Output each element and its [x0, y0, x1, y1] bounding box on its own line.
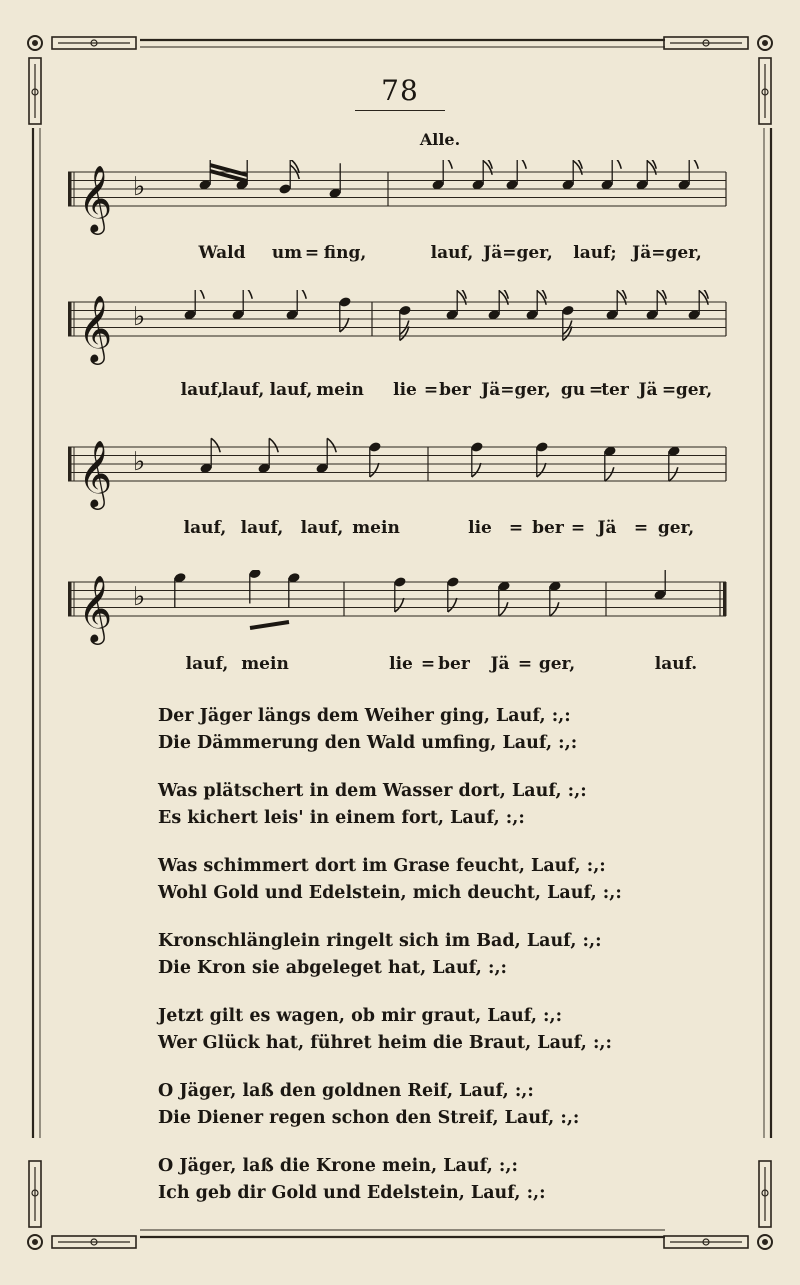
note-flag: [297, 290, 306, 299]
verse-line: Der Jäger längs dem Weiher ging, Lauf, :,:: [158, 706, 571, 726]
system-bracket: [68, 447, 72, 481]
lyric-syllable: =: [661, 380, 677, 400]
lyric-syllable: lie: [393, 380, 417, 400]
treble-clef: 𝄞: [78, 574, 113, 642]
lyric-syllable: ger,: [538, 654, 576, 674]
note-flag: [395, 598, 404, 612]
lyric-syllable: Jä: [597, 518, 617, 538]
key-signature-flat: ♭: [133, 447, 146, 477]
note-flag: [243, 290, 252, 299]
lyric-syllable: =: [517, 654, 533, 674]
lyric-syllable: mein: [352, 518, 400, 538]
lyric-syllable: lauf,: [240, 518, 284, 538]
lyric-syllable: gu: [560, 380, 586, 400]
note-flag: [443, 160, 452, 169]
verse-line: Die Kron sie abgeleget hat, Lauf, :,:: [158, 958, 508, 978]
lyric-syllable: lauf,: [221, 380, 265, 400]
note-flag: [612, 160, 621, 169]
lyric-syllable: lauf;: [573, 243, 617, 263]
lyric-syllable: =: [304, 243, 320, 263]
lyric-syllable: fing,: [323, 243, 367, 263]
page-number: 78: [381, 74, 419, 107]
treble-clef: 𝄞: [78, 294, 113, 362]
lyric-syllable: lauf,: [269, 380, 313, 400]
lyric-syllable: Jä=ger,: [632, 243, 702, 263]
lyric-syllable: =: [570, 518, 586, 538]
key-signature-flat: ♭: [133, 582, 146, 612]
lyric-syllable: um: [271, 243, 303, 263]
verse-line: Jetzt gilt es wagen, ob mir graut, Lauf, :,:: [158, 1006, 563, 1026]
lyric-syllable: lauf,: [430, 243, 474, 263]
lyric-syllable: lauf.: [654, 654, 698, 674]
lyric-syllable: lauf,: [300, 518, 344, 538]
verse: [158, 853, 718, 907]
note-flag: [537, 463, 546, 477]
note-flag: [605, 467, 614, 481]
verse-line: O Jäger, laß den goldnen Reif, Lauf, :,:: [158, 1081, 534, 1101]
verse: [158, 1078, 718, 1132]
lyric-syllable: Wald: [198, 243, 246, 263]
key-signature-flat: ♭: [133, 302, 146, 332]
verse-line: Was schimmert dort im Grase feucht, Lauf, :,:: [158, 856, 606, 876]
note-flag: [517, 160, 526, 169]
verse-line: Wer Glück hat, führet heim die Braut, Lauf, :,:: [158, 1033, 612, 1053]
lyric-syllable: ger,: [657, 518, 695, 538]
lyric-syllable: mein: [241, 654, 289, 674]
lyric-syllable: lauf,: [183, 518, 227, 538]
note-flag: [370, 463, 379, 477]
treble-clef: 𝄞: [78, 164, 113, 232]
lyric-syllable: =: [633, 518, 649, 538]
page-number-rule: [355, 110, 445, 111]
voice-label: Alle.: [419, 130, 461, 149]
verse-line: Kronschlänglein ringelt sich im Bad, Lauf, :,:: [158, 931, 602, 951]
note-beam: [250, 622, 289, 628]
verses: [158, 703, 718, 1228]
system-bracket: [68, 172, 72, 206]
note-flag: [269, 438, 278, 452]
lyric-syllable: ger,: [675, 380, 713, 400]
note-flag: [340, 318, 349, 332]
lyric-syllable: Jä: [638, 380, 658, 400]
lyric-syllable: ber: [438, 654, 470, 674]
lyric-syllable: lie: [468, 518, 492, 538]
lyric-syllable: =: [508, 518, 524, 538]
final-barline-thick: [723, 582, 727, 616]
lyric-syllable: ber: [439, 380, 471, 400]
verse: [158, 1153, 718, 1207]
verse-line: Ich geb dir Gold und Edelstein, Lauf, :,:: [158, 1183, 546, 1203]
lyric-syllable: lie: [389, 654, 413, 674]
verse: [158, 928, 718, 982]
note-flag: [327, 438, 336, 452]
note-flag: [472, 463, 481, 477]
system-bracket: [68, 582, 72, 616]
lyric-syllable: lauf,: [180, 380, 224, 400]
lyric-syllable: =: [420, 654, 436, 674]
verse-line: Die Diener regen schon den Streif, Lauf, :,:: [158, 1108, 580, 1128]
lyric-syllable: lauf,: [185, 654, 229, 674]
note-flag: [211, 438, 220, 452]
verse-line: O Jäger, laß die Krone mein, Lauf, :,:: [158, 1156, 518, 1176]
verse-line: Was plätschert in dem Wasser dort, Lauf, :,:: [158, 781, 587, 801]
lyric-syllable: =: [588, 380, 604, 400]
lyric-syllable: Jä: [490, 654, 510, 674]
verse-line: Es kichert leis' in einem fort, Lauf, :,:: [158, 808, 525, 828]
lyric-syllable: Jä=ger,: [481, 380, 551, 400]
lyric-syllable: Jä=ger,: [483, 243, 553, 263]
note-flag: [448, 598, 457, 612]
note-flag: [195, 290, 204, 299]
verse: [158, 703, 718, 757]
lyric-syllable: ter: [601, 380, 629, 400]
note-flag: [550, 602, 559, 616]
lyric-syllable: =: [423, 380, 439, 400]
note-flag: [689, 160, 698, 169]
verse-line: Wohl Gold und Edelstein, mich deucht, Lauf, :,:: [158, 883, 622, 903]
treble-clef: 𝄞: [78, 439, 113, 507]
key-signature-flat: ♭: [133, 172, 146, 202]
note-flag: [669, 467, 678, 481]
verse: [158, 778, 718, 832]
system-bracket: [68, 302, 72, 336]
note-flag: [499, 602, 508, 616]
lyric-syllable: ber: [532, 518, 564, 538]
lyric-syllable: mein: [316, 380, 364, 400]
verse: [158, 1003, 718, 1057]
verse-line: Die Dämmerung den Wald umfing, Lauf, :,:: [158, 733, 578, 753]
